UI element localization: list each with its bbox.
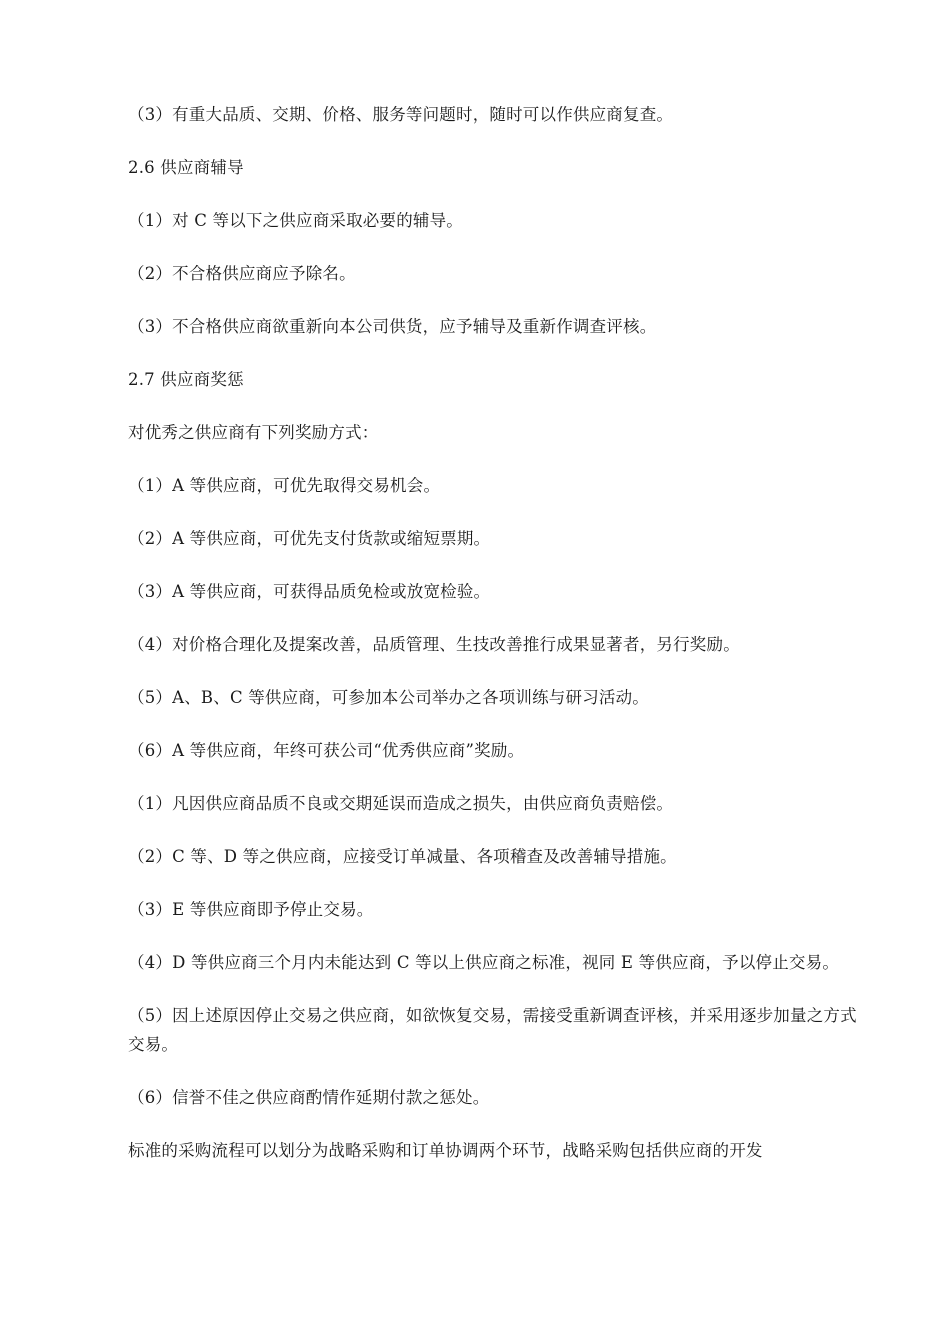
paragraph-penalty-5: （5）因上述原因停止交易之供应商，如欲恢复交易，需接受重新调查评核，并采用逐步加量之方式交易。 [128, 1006, 857, 1054]
paragraph-penalty-2: （2）C 等、D 等之供应商，应接受订单减量、各项稽查及改善辅导措施。 [128, 847, 677, 866]
document-body [128, 100, 868, 1189]
paragraph-reward-2: （2）A 等供应商，可优先支付货款或缩短票期。 [128, 529, 491, 548]
paragraph-reward-1: （1）A 等供应商，可优先取得交易机会。 [128, 476, 441, 495]
paragraph-procurement-process: 标准的采购流程可以划分为战略采购和订单协调两个环节，战略采购包括供应商的开发 [128, 1141, 763, 1160]
paragraph-reward-6: （6）A 等供应商，年终可获公司“优秀供应商”奖励。 [128, 741, 525, 760]
paragraph-penalty-3: （3）E 等供应商即予停止交易。 [128, 900, 374, 919]
paragraph-guidance-1: （1）对 C 等以下之供应商采取必要的辅导。 [128, 211, 464, 230]
paragraph-rewards-intro: 对优秀之供应商有下列奖励方式： [128, 423, 379, 442]
paragraph-penalty-1: （1）凡因供应商品质不良或交期延误而造成之损失，由供应商负责赔偿。 [128, 794, 674, 813]
paragraph-penalty-6: （6）信誉不佳之供应商酌情作延期付款之惩处。 [128, 1088, 490, 1107]
paragraph-guidance-3: （3）不合格供应商欲重新向本公司供货，应予辅导及重新作调查评核。 [128, 317, 657, 336]
section-heading-supplier-guidance: 2.6 供应商辅导 [128, 158, 244, 177]
paragraph-review-clause-3: （3）有重大品质、交期、价格、服务等问题时，随时可以作供应商复查。 [128, 105, 674, 124]
paragraph-reward-5: （5）A、B、C 等供应商，可参加本公司举办之各项训练与研习活动。 [128, 688, 650, 707]
paragraph-reward-4: （4）对价格合理化及提案改善，品质管理、生技改善推行成果显著者，另行奖励。 [128, 635, 740, 654]
paragraph-penalty-4: （4）D 等供应商三个月内未能达到 C 等以上供应商之标准，视同 E 等供应商，予以停止交易。 [128, 953, 840, 972]
section-heading-supplier-rewards: 2.7 供应商奖惩 [128, 370, 244, 389]
paragraph-guidance-2: （2）不合格供应商应予除名。 [128, 264, 356, 283]
paragraph-reward-3: （3）A 等供应商，可获得品质免检或放宽检验。 [128, 582, 491, 601]
